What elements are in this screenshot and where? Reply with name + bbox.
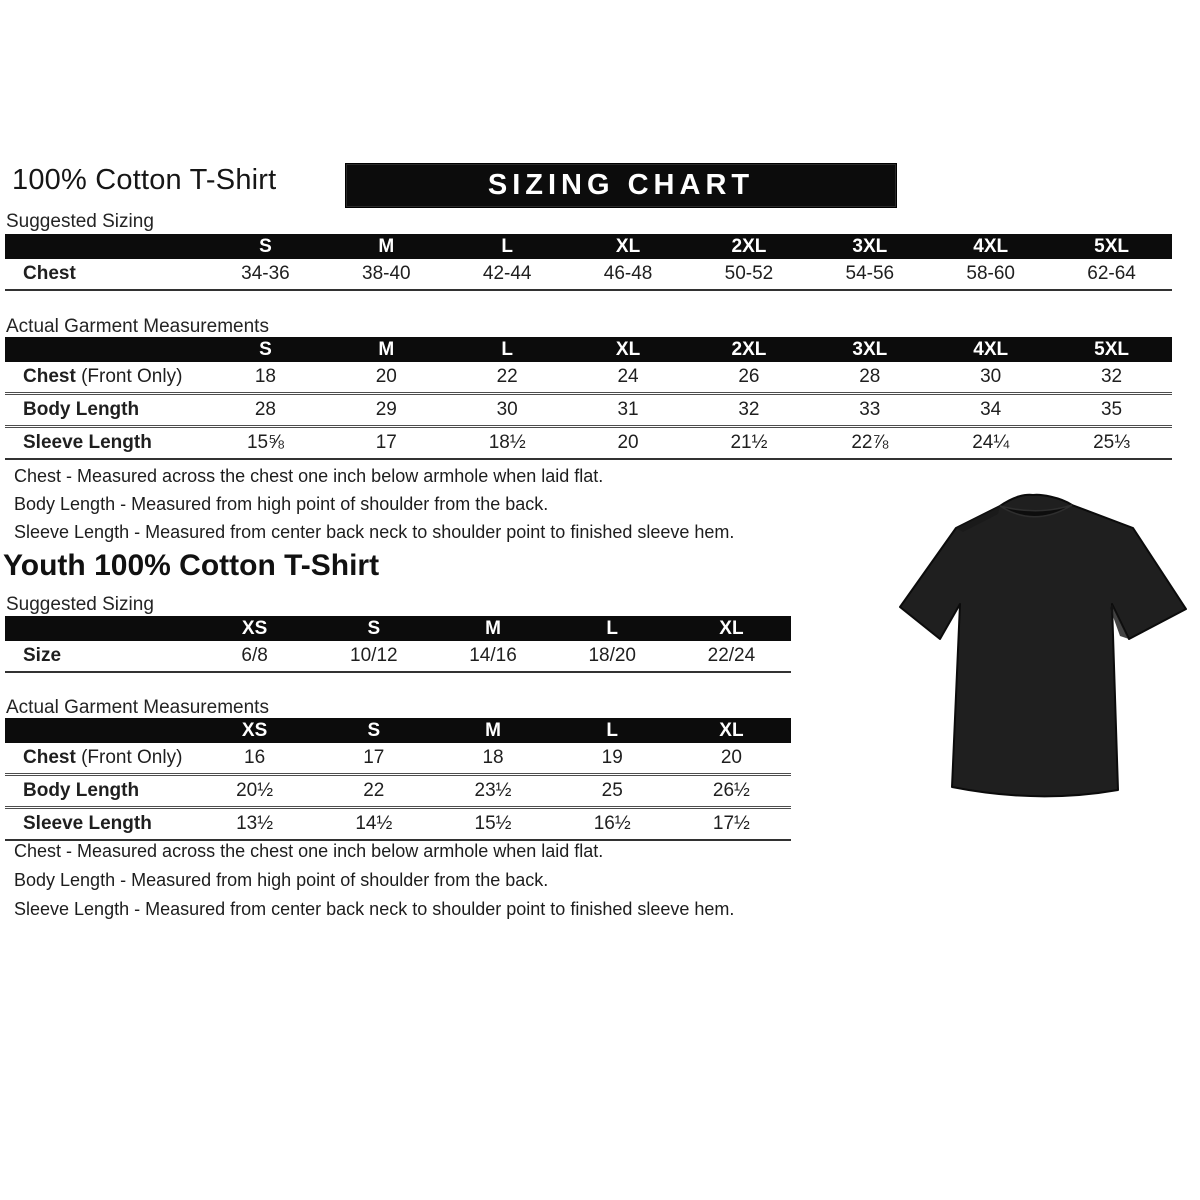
measurement-value: 20½: [236, 780, 274, 801]
size-column-header: L: [501, 338, 513, 360]
adult-measurements-size-headers: [205, 339, 1172, 361]
measurement-value: 18½: [488, 432, 526, 453]
row-label: Body Length: [23, 780, 140, 801]
table-row: [5, 743, 791, 773]
adult-section-title: 100% Cotton T-Shirt: [12, 164, 277, 196]
row-values: [205, 366, 1172, 388]
size-column-header: XL: [615, 338, 641, 360]
youth-measurements-label: Actual Garment Measurements: [6, 697, 269, 718]
measurement-value: 33: [859, 399, 881, 420]
size-column-header: M: [485, 617, 501, 639]
row-label: Body Length: [23, 399, 140, 420]
adult-suggested-header-row: [5, 234, 1172, 259]
measurement-value: 10/12: [350, 645, 398, 666]
youth-suggested-size-headers: [195, 618, 791, 640]
size-column-header: S: [259, 235, 272, 257]
measurement-value: 54-56: [845, 263, 895, 284]
measurement-value: 32: [1100, 366, 1123, 387]
measurement-value: 15⅝: [246, 432, 284, 453]
size-column-header: XS: [241, 719, 268, 741]
row-values: [195, 813, 791, 835]
table-row: [5, 425, 1172, 460]
size-column-header: XL: [719, 719, 744, 741]
size-column-header: L: [501, 235, 513, 257]
row-label: Chest (Front Only): [23, 366, 183, 387]
size-column-header: M: [485, 719, 501, 741]
size-column-header: L: [606, 719, 619, 741]
measurement-value: 38-40: [362, 263, 411, 284]
sizing-chart-banner: SIZING CHART: [345, 163, 897, 208]
table-row: [5, 392, 1172, 425]
row-values: [205, 263, 1172, 285]
adult-suggested-sizing-table: [5, 234, 1172, 291]
measurement-value: 25⅓: [1093, 432, 1131, 453]
youth-suggested-header-row: [5, 616, 791, 641]
size-column-header: 5XL: [1094, 338, 1129, 360]
measurement-value: 50-52: [724, 263, 774, 284]
measurement-value: 34-36: [241, 263, 290, 284]
adult-measurements-label: Actual Garment Measurements: [6, 316, 269, 337]
measurement-value: 16: [244, 747, 266, 768]
measurement-value: 22: [363, 780, 385, 801]
table-row: [5, 806, 791, 841]
adult-measurement-notes: [14, 466, 734, 550]
measurement-value: 19: [601, 747, 623, 768]
size-column-header: XS: [241, 617, 268, 639]
note-line: Chest - Measured across the chest one inch below armhole when laid flat.: [14, 841, 604, 861]
youth-measurements-header-row: [5, 718, 791, 743]
note-line: Sleeve Length - Measured from center back neck to shoulder point to finished sleeve hem.: [14, 522, 735, 542]
youth-suggested-sizing-label: Suggested Sizing: [6, 594, 154, 615]
measurement-value: 18: [482, 747, 504, 768]
adult-measurements-header-row: [5, 337, 1172, 362]
measurement-value: 17½: [712, 813, 750, 834]
note-line: Body Length - Measured from high point of shoulder from the back.: [14, 870, 549, 890]
measurement-value: 6/8: [241, 645, 268, 666]
measurement-value: 18/20: [588, 645, 636, 666]
measurement-value: 21½: [730, 432, 768, 453]
measurement-value: 17: [375, 432, 397, 453]
row-values: [205, 399, 1172, 421]
adult-measurements-table: [5, 337, 1172, 460]
adult-suggested-sizing-label: Suggested Sizing: [6, 211, 154, 232]
measurement-value: 18: [254, 366, 276, 387]
measurement-value: 62-64: [1087, 263, 1136, 284]
size-column-header: L: [606, 617, 619, 639]
measurement-value: 20: [617, 432, 639, 453]
size-column-header: S: [367, 719, 381, 741]
measurement-value: 14½: [355, 813, 393, 834]
size-column-header: 3XL: [852, 235, 888, 257]
row-values: [195, 747, 791, 769]
row-label: Sleeve Length: [23, 813, 152, 834]
note-line: Body Length - Measured from high point of shoulder from the back.: [14, 494, 549, 514]
note-line: Chest - Measured across the chest one inch below armhole when laid flat.: [14, 466, 604, 486]
size-column-header: 2XL: [731, 235, 767, 257]
size-column-header: M: [378, 338, 395, 360]
row-label: Size: [23, 645, 62, 666]
note-line: Sleeve Length - Measured from center back neck to shoulder point to finished sleeve hem.: [14, 899, 735, 919]
row-label: Chest: [23, 263, 76, 284]
adult-suggested-size-headers: [205, 236, 1172, 258]
measurement-value: 23½: [474, 780, 512, 801]
youth-measurements-size-headers: [195, 720, 791, 742]
measurement-value: 28: [254, 399, 276, 420]
measurement-value: 58-60: [966, 263, 1015, 284]
measurement-value: 46-48: [603, 263, 653, 284]
measurement-value: 29: [375, 399, 397, 420]
youth-section-title: Youth 100% Cotton T-Shirt: [3, 549, 380, 582]
measurement-value: 24¼: [972, 432, 1010, 453]
size-column-header: M: [378, 235, 395, 257]
measurement-value: 35: [1100, 399, 1123, 420]
measurement-value: 25: [601, 780, 623, 801]
measurement-value: 28: [859, 366, 881, 387]
measurement-value: 30: [980, 366, 1002, 387]
measurement-value: 32: [738, 399, 760, 420]
measurement-value: 42-44: [482, 263, 532, 284]
measurement-value: 24: [617, 366, 639, 387]
youth-suggested-sizing-table: [5, 616, 791, 673]
row-label: Sleeve Length: [23, 432, 152, 453]
measurement-value: 22⅞: [851, 432, 889, 453]
youth-measurement-notes: [14, 841, 734, 928]
measurement-value: 14/16: [469, 645, 517, 666]
measurement-value: 22/24: [707, 645, 756, 666]
size-column-header: 2XL: [731, 338, 767, 360]
measurement-value: 13½: [236, 813, 274, 834]
measurement-value: 15½: [474, 813, 512, 834]
measurement-value: 17: [363, 747, 385, 768]
size-column-header: 4XL: [973, 338, 1009, 360]
measurement-value: 22: [496, 366, 518, 387]
row-label: Chest (Front Only): [23, 747, 183, 768]
table-row: [5, 362, 1172, 392]
size-column-header: 3XL: [852, 338, 888, 360]
size-column-header: XL: [719, 617, 744, 639]
size-column-header: S: [259, 338, 272, 360]
measurement-value: 20: [720, 747, 742, 768]
size-column-header: XL: [615, 235, 641, 257]
youth-measurements-table: [5, 718, 791, 841]
row-values: [195, 645, 791, 667]
table-row: [5, 259, 1172, 291]
black-tshirt-image: [888, 476, 1198, 816]
tshirt-graphic: [888, 476, 1198, 816]
measurement-value: 20: [375, 366, 397, 387]
table-row: [5, 641, 791, 673]
row-values: [205, 432, 1172, 454]
tshirt-body: [900, 495, 1186, 797]
row-values: [195, 780, 791, 802]
size-column-header: 5XL: [1094, 235, 1129, 257]
measurement-value: 31: [617, 399, 639, 420]
table-row: [5, 773, 791, 806]
measurement-value: 26: [738, 366, 760, 387]
size-column-header: S: [367, 617, 381, 639]
measurement-value: 16½: [593, 813, 631, 834]
size-column-header: 4XL: [973, 235, 1009, 257]
measurement-value: 34: [980, 399, 1002, 420]
measurement-value: 26½: [712, 780, 750, 801]
measurement-value: 30: [496, 399, 518, 420]
